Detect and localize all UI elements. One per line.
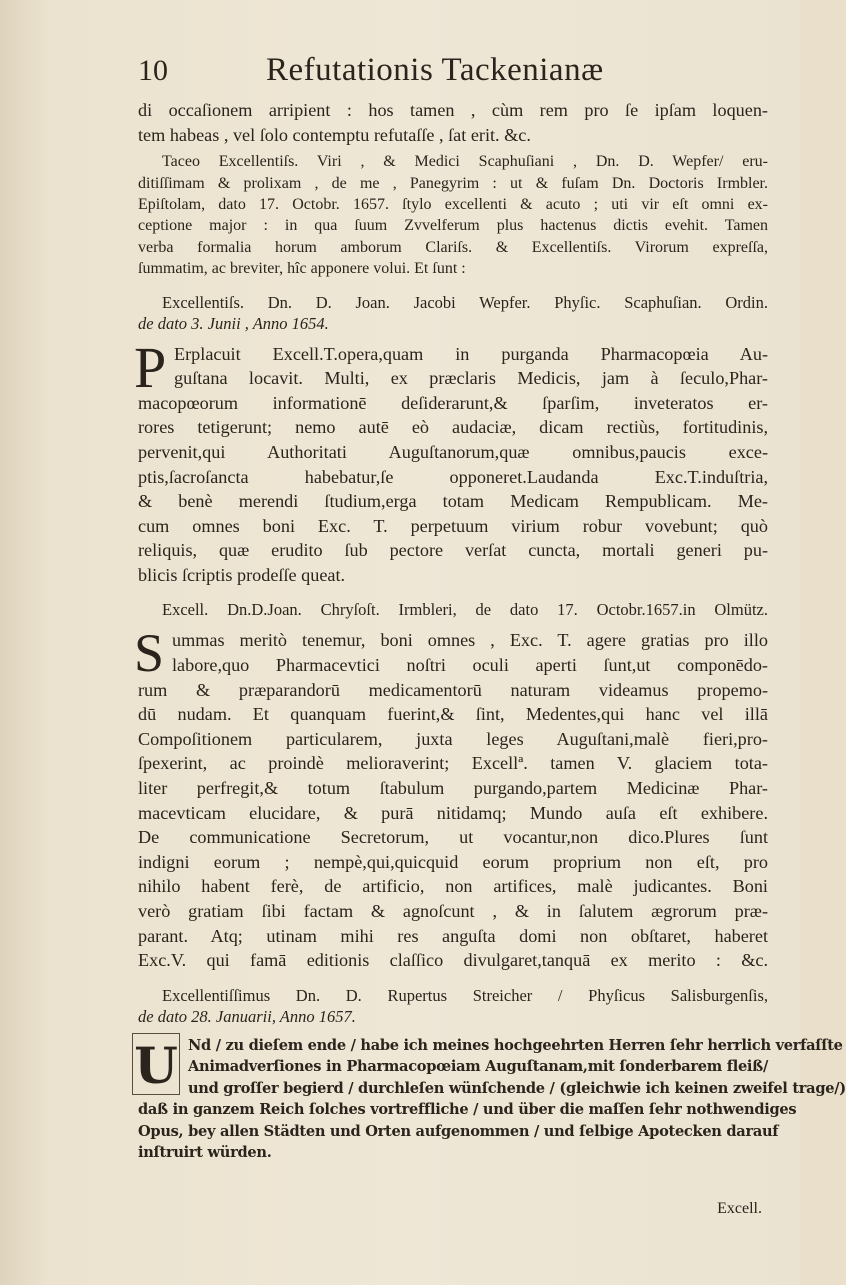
page-number: 10 <box>138 54 168 87</box>
irmbler-heading <box>138 599 768 620</box>
text-line: ſpexerint, ac proindè melioraverint; Excellª. tamen V. glaciem tota- <box>138 753 768 774</box>
catchword: Excell. <box>717 1200 762 1217</box>
running-title: Refutationis Tackenianæ <box>266 52 604 88</box>
text-line: indigni eorum ; nempè,qui,quicquid eorum proprium non eſt, pro <box>138 851 768 872</box>
wepfer-heading <box>138 292 768 334</box>
text-line: & benè merendi ſtudium,erga totam Medicam Rempublicam. Me- <box>138 491 768 512</box>
text-line: Animadverſiones in Pharmacopœiam Auguſtanam,mit ſonderbarem fleiß/ <box>188 1058 768 1076</box>
heading-date-line: de dato 28. Januarii, Anno 1657. <box>138 1006 356 1026</box>
text-line: ummas meritò tenemur, boni omnes , Exc. T. agere gratias pro illo <box>172 630 768 651</box>
text-line: ceptione major : in qua ſuum Zvvelferum plus hactenus dictis evehit. Tamen <box>138 217 768 235</box>
streicher-text <box>138 1035 846 1164</box>
text-line: ditiſſimam & prolixam , de me , Panegyrim : ut & fuſam Dn. Doctoris Irmbler. <box>138 174 768 192</box>
text-line: labore,quo Pharmacevtici noſtri oculi aperti ſunt,ut componēdo- <box>172 655 768 676</box>
irmbler-text <box>138 628 768 972</box>
streicher-letter <box>134 1035 846 1164</box>
wepfer-letter <box>134 334 768 588</box>
text-line: Opus, bey allen Städten und Orten aufgenommen / und ſelbige Apotecken darauf <box>138 1122 779 1140</box>
text-line: Taceo Excellentiſs. Viri , & Medici Scaphuſiani , Dn. D. Wepfer/ eru- <box>162 153 768 171</box>
text-line: reliquis, quæ erudito ſub pectore verſat cuncta, mortali generi pu- <box>138 540 768 561</box>
taceo-paragraph <box>138 151 768 279</box>
heading-line: Excellentiſs. Dn. D. Joan. Jacobi Wepfer. Phyſic. Scaphuſian. Ordin. <box>162 292 768 312</box>
dropcap-initial: S <box>134 623 165 684</box>
running-header <box>138 52 768 98</box>
dropcap-initial: U <box>132 1033 180 1095</box>
text-line: nihilo habent ferè, de artificio, non artifices, malè judicantes. Boni <box>138 876 768 897</box>
streicher-heading <box>138 985 768 1027</box>
text-line: inſtruirt würden. <box>138 1144 272 1162</box>
text-line: parant. Atq; utinam mihi res anguſta domi non obſtaret, haberet <box>138 925 768 946</box>
text-line: pervenit,qui Authoritati Auguſtanorum,quæ omnibus,paucis exce- <box>138 441 768 462</box>
text-line: rum & præparandorū medicamentorū naturam videamus propemo- <box>138 679 768 700</box>
text-line: ptis,ſacroſancta habebatur,ſe opponeret.Laudanda Exc.T.induſtria, <box>138 466 768 487</box>
text-line: ſummatim, ac breviter, hîc apponere volui. Et ſunt : <box>138 260 466 278</box>
text-line: verò gratiam ſibi factam & agnoſcunt , & in ſalutem ægrorum præ- <box>138 901 768 921</box>
text-line: rores tetigerunt; nemo autē eò audaciæ, dicam rectiùs, fortitudinis, <box>138 417 768 438</box>
text-line: macevticam elucidare, & purā nitidamq; Mundo auſa eſt exhibere. <box>138 802 768 823</box>
irmbler-letter <box>134 623 768 972</box>
heading-line: Excellentiſſimus Dn. D. Rupertus Streicher / Phyſicus Salisburgenſis, <box>162 985 768 1005</box>
text-line: daß in ganzem Reich ſolches vortreffliche / und über die maſſen ſehr nothwendiges <box>138 1101 797 1119</box>
text-line: liter perfregit,& totum ſtabulum purgando,partem Medicinæ Phar- <box>138 778 768 799</box>
heading-line: Excell. Dn.D.Joan. Chryſoſt. Irmbleri, de dato 17. Octobr.1657.in Olmütz. <box>162 600 768 620</box>
text-line: di occaſionem arripient : hos tamen , cùm rem pro ſe ipſam loquen- <box>138 100 768 120</box>
text-line: macopœorum informationē deſiderarunt,& ſparſim, inveteratos er- <box>138 392 768 413</box>
text-line: guſtana locavit. Multi, ex præclaris Medicis, jam à ſeculo,Phar- <box>174 368 768 389</box>
text-line: dū nudam. Et quanquam fuerint,& ſint, Medentes,qui hanc vel illā <box>138 704 768 725</box>
text-line: und groſſer begierd / durchleſen wünſchende / (gleichwie ich keinen zweifel trage/) <box>188 1079 846 1097</box>
text-line: Exc.V. qui famā editionis claſſico divulgaret,tanquā ex merito : &c. <box>138 950 768 971</box>
heading-date-line: de dato 3. Junii , Anno 1654. <box>138 313 329 333</box>
text-line: Erplacuit Excell.T.opera,quam in purganda Pharmacopœia Au- <box>174 343 768 364</box>
text-line: De communicatione Secretorum, ut vocantur,non dico.Plures ſunt <box>138 827 768 848</box>
text-line: Nd / zu dieſem ende / habe ich meines hochgeehrten Herren ſehr herrlich verfaſſte <box>188 1036 843 1054</box>
text-line: verba formalia horum amborum Clariſs. & Excellentiſs. Virorum expreſſa, <box>138 238 768 256</box>
dropcap-initial: P <box>134 334 167 400</box>
text-line: cum omnes boni Exc. T. perpetuum virium robur vovebunt; quò <box>138 515 768 536</box>
text-line: blicis ſcriptis prodeſſe queat. <box>138 564 346 585</box>
text-line: Compoſitionem particularem, juxta leges Auguſtani,malè fieri,pro- <box>138 728 768 749</box>
wepfer-text <box>138 342 768 588</box>
page-content <box>134 52 846 1164</box>
intro-paragraph <box>138 98 768 147</box>
text-line: Epiſtolam, dato 17. Octobr. 1657. ſtylo excellenti & acuto ; uti vir eſt omni ex- <box>138 195 768 213</box>
text-line: tem habeas , vel ſolo contemptu refutaſſe , ſat erit. &c. <box>138 124 531 145</box>
